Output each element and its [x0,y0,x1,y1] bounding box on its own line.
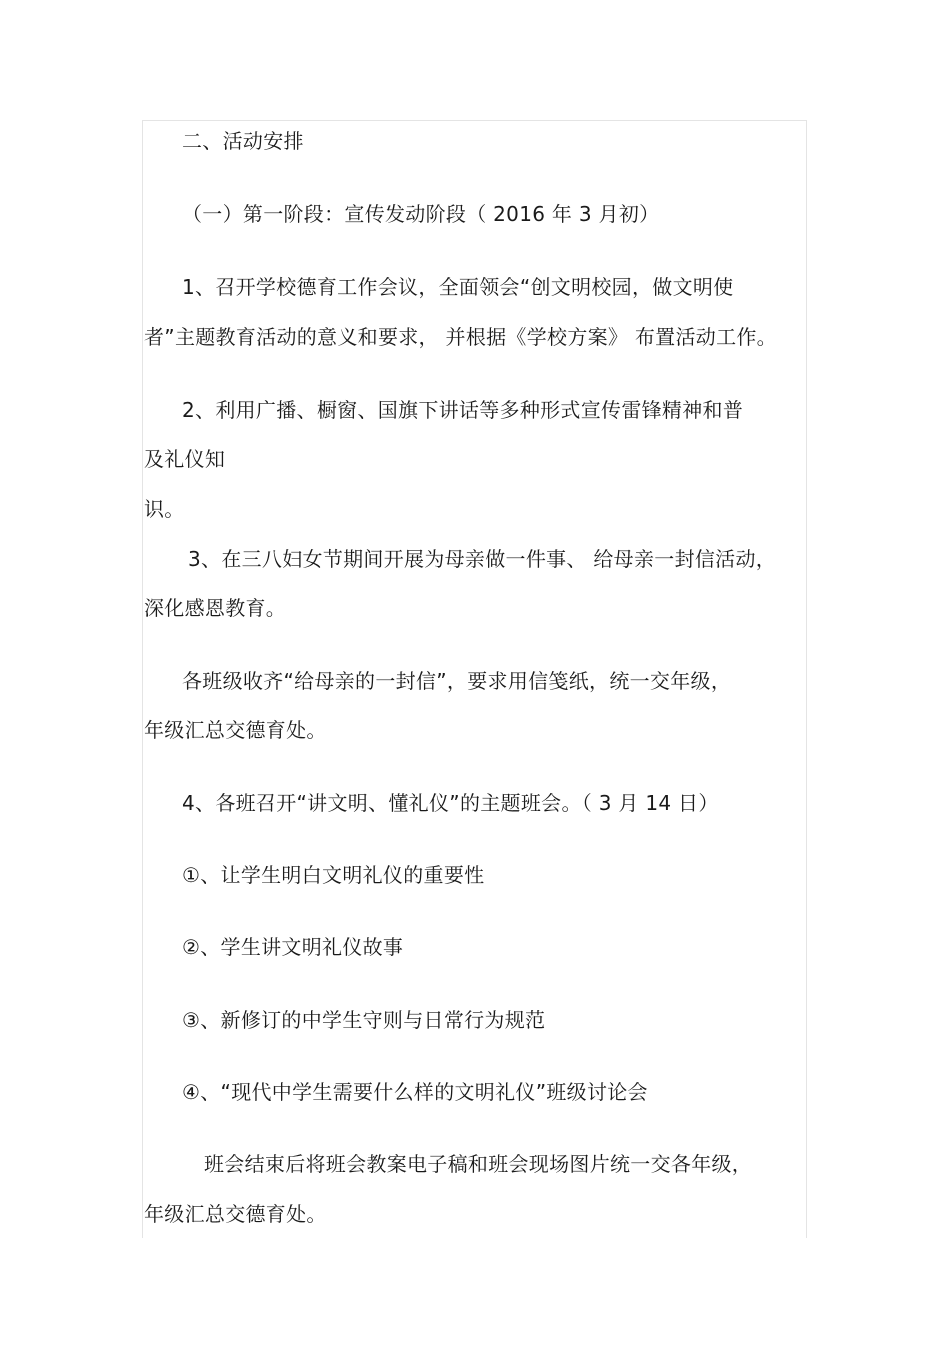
paragraph-line: 各班级收齐“给母亲的一封信”，要求用信笺纸，统一交年级， [182,669,732,693]
paragraph-line: 年级汇总交德育处。 [144,718,327,742]
paragraph-line: 1、召开学校德育工作会议，全面领会“创文明校园，做文明使 [182,275,734,299]
paragraph-line: 者”主题教育活动的意义和要求， 并根据《学校方案》 布置活动工作。 [144,325,777,349]
paragraph-line: 班会结束后将班会教案电子稿和班会现场图片统一交各年级， [204,1152,753,1176]
section-heading: 二、活动安排 [182,129,304,153]
list-item: ②、学生讲文明礼仪故事 [182,935,404,959]
list-item: ③、新修订的中学生守则与日常行为规范 [182,1008,546,1032]
paragraph-line: 3、在三八妇女节期间开展为母亲做一件事、 给母亲一封信活动， [188,547,777,571]
list-item: ④、“现代中学生需要什么样的文明礼仪”班级讨论会 [182,1080,648,1104]
paragraph-line: 2、利用广播、橱窗、国旗下讲话等多种形式宣传雷锋精神和普 [182,398,744,422]
paragraph-line: 识。 [144,497,185,521]
paragraph-line: 及礼仪知 [144,447,226,471]
stage-heading: （一）第一阶段：宣传发动阶段（ 2016 年 3 月初） [182,202,660,226]
paragraph-line: 年级汇总交德育处。 [144,1202,327,1226]
list-item: ①、让学生明白文明礼仪的重要性 [182,863,485,887]
paragraph-line: 深化感恩教育。 [144,596,287,620]
paragraph-line: 4、各班召开“讲文明、懂礼仪”的主题班会。（ 3 月 14 日） [182,791,719,815]
